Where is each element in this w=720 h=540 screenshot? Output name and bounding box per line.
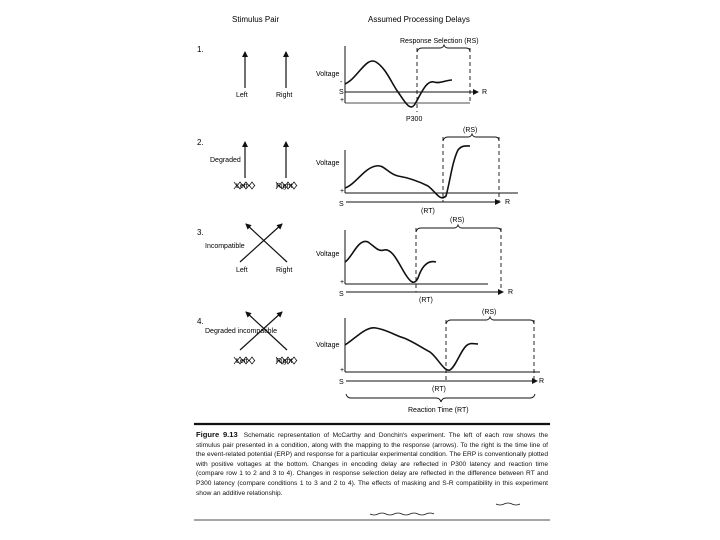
row-3-right-cross-arrow <box>246 224 287 262</box>
row-4-voltage-label: Voltage <box>316 342 340 349</box>
figure-caption <box>196 430 548 498</box>
row-4-rs-label: (RS) <box>482 309 497 316</box>
row-4-s-label: S <box>339 379 344 386</box>
row-1-p300-label: P300 <box>406 116 423 123</box>
row-3-rs-brace <box>416 225 501 232</box>
row-3-voltage-label: Voltage <box>316 251 340 258</box>
row-1-number: 1. <box>197 45 204 54</box>
row-3-condition: Incompatible <box>205 243 245 250</box>
row-2-rs-brace <box>443 134 499 141</box>
delays-header: Assumed Processing Delays <box>368 15 470 24</box>
row-4-plus-sign: + <box>340 367 345 374</box>
row-4-r-label: R <box>539 378 545 385</box>
stimulus-header: Stimulus Pair <box>232 15 280 24</box>
row-3-left-label: Left <box>236 267 248 274</box>
row-1-s-label: S <box>339 89 344 96</box>
masking-underline <box>496 503 520 505</box>
row-1-left-label: Left <box>236 92 248 99</box>
row-4-right-label-masked: Right <box>276 358 293 365</box>
row-2-r-label: R <box>505 199 511 206</box>
row-4-condition: Degraded incompatible <box>205 328 277 335</box>
row-1-plus-sign: + <box>340 97 345 104</box>
row-3-plus-sign: + <box>340 279 345 286</box>
row-2-plus-sign: + <box>340 188 345 195</box>
row-4-number: 4. <box>197 317 204 326</box>
row-3-erp-waveform <box>345 241 436 282</box>
caption-text: Schematic representation of McCarthy and Donchin's experiment. The left of each row shows the stimulus pair presented in a condition, along with the mapping to the response (arrows). To the right is the time line of the event-related potential (ERP) and response for a particular experimental condition. The ERP is conventionally plotted with positive voltages at the bottom. Changes in encoding delay are reflected in P300 latency and reaction time (compare row 1 to 2 and 3 to 4). Changes in response selection delay are reflected in the difference between RT and P300 latency (compare conditions 1 to 3 and 2 to 4). The effects of masking and S-R compatibility in this experiment show an additive relationship. <box>196 432 548 497</box>
row-2-left-label-masked: Left <box>236 183 248 190</box>
row-2-condition: Degraded <box>210 157 241 164</box>
row-3-rt-label: (RT) <box>419 297 433 304</box>
row-2-rs-label: (RS) <box>463 127 478 134</box>
row-1-erp-waveform <box>345 61 452 107</box>
row-3-r-label: R <box>508 289 514 296</box>
row-3-s-label: S <box>339 291 344 298</box>
row-3 <box>197 217 513 304</box>
row-3-rs-label: (RS) <box>450 217 465 224</box>
row-1-minus-sign: - <box>340 79 343 86</box>
row-2-s-label: S <box>339 201 344 208</box>
row-2-erp-waveform <box>345 146 470 198</box>
row-2-number: 2. <box>197 138 204 147</box>
row-2-voltage-label: Voltage <box>316 160 340 167</box>
row-2-right-label-masked: Right <box>276 183 293 190</box>
reaction-time-label: Reaction Time (RT) <box>408 407 469 414</box>
row-1-rs-label: Response Selection (RS) <box>400 38 479 45</box>
caption-label: Figure 9.13 <box>196 430 238 439</box>
row-3-right-label: Right <box>276 267 293 274</box>
row-1-rs-brace <box>417 45 470 52</box>
row-4-left-label-masked: Left <box>236 358 248 365</box>
row-3-left-cross-arrow <box>240 224 282 262</box>
additive-underline <box>370 513 434 515</box>
row-1-r-label: R <box>482 89 488 96</box>
row-4-erp-waveform <box>345 328 478 370</box>
row-4-rs-brace <box>446 317 534 324</box>
reaction-time-brace <box>346 394 535 402</box>
row-2-rt-label: (RT) <box>421 208 435 215</box>
row-3-number: 3. <box>197 228 204 237</box>
row-4-rt-label: (RT) <box>432 386 446 393</box>
row-1 <box>197 38 487 123</box>
row-2 <box>197 127 518 215</box>
row-4 <box>197 309 544 393</box>
row-1-right-label: Right <box>276 92 293 99</box>
row-1-voltage-label: Voltage <box>316 71 340 78</box>
